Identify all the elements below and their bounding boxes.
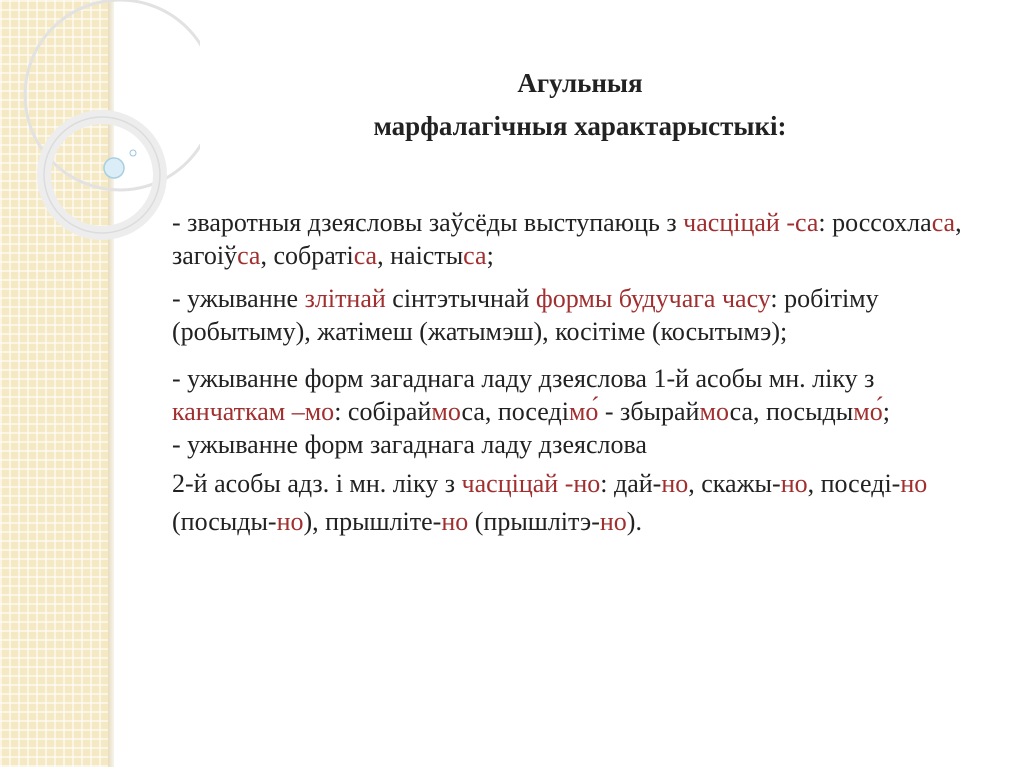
- text-segment: , собраті: [260, 241, 354, 270]
- highlighted-text: но: [276, 507, 304, 536]
- text-segment: , поседі-: [807, 469, 901, 498]
- paragraph: [172, 282, 982, 348]
- thick-ring-outline: [44, 117, 160, 233]
- text-segment: - ужыванне: [172, 284, 305, 313]
- highlighted-text: са: [237, 241, 261, 270]
- text-segment: : дай-: [600, 469, 662, 498]
- text-segment: - ужыванне форм загаднага ладу дзеяслова 1-й асобы мн. ліку з: [172, 364, 875, 393]
- text-segment: , скажы-: [688, 469, 781, 498]
- text-segment: (прышлітэ-: [468, 507, 600, 536]
- text-segment: ;: [486, 241, 494, 270]
- paragraph: [172, 206, 982, 272]
- text-segment: са, посыды: [729, 397, 854, 426]
- text-segment: : россохла: [818, 208, 932, 237]
- title-line-1: Агульныя: [517, 68, 643, 98]
- text-segment: : робітіму (робытыму), жатімеш (жатымэш), косітіме (косытымэ);: [172, 284, 879, 346]
- paragraph: [172, 428, 982, 461]
- highlighted-text: мо: [699, 397, 730, 426]
- highlighted-text: часціцай -са: [683, 208, 819, 237]
- decorative-circles: [0, 0, 200, 260]
- text-segment: : собірай: [334, 397, 432, 426]
- text-segment: - зваротныя дзеясловы заўсёды выступаюць з: [172, 208, 684, 237]
- paragraph: [172, 465, 982, 541]
- slide-title: [300, 62, 860, 148]
- text-segment: - збырай: [598, 397, 700, 426]
- highlighted-text: канчаткам –мо: [172, 397, 335, 426]
- text-segment: ), прышліте-: [303, 507, 442, 536]
- text-segment: ).: [626, 507, 642, 536]
- highlighted-text: злітнай: [304, 284, 386, 313]
- highlighted-text: мо́: [853, 397, 883, 426]
- highlighted-text: часціцай -но: [461, 469, 601, 498]
- highlighted-text: мо́: [568, 397, 599, 426]
- text-segment: , загоіў: [172, 208, 962, 270]
- highlighted-text: са: [931, 208, 956, 237]
- text-segment: , наісты: [377, 241, 464, 270]
- title-line-2: марфалагічныя характарыстыкі:: [373, 111, 787, 141]
- highlighted-text: мо: [431, 397, 462, 426]
- paragraph: [172, 362, 982, 428]
- highlighted-text: са: [353, 241, 378, 270]
- text-segment: (посыды-: [172, 507, 277, 536]
- highlighted-text: но: [441, 507, 469, 536]
- bubble-small: [130, 150, 136, 156]
- highlighted-text: но: [661, 469, 689, 498]
- text-segment: 2-й асобы адз. і мн. ліку з: [172, 469, 462, 498]
- text-segment: са, поседі: [461, 397, 569, 426]
- highlighted-text: но: [599, 507, 627, 536]
- text-segment: ;: [882, 397, 890, 426]
- bubble-large: [104, 158, 124, 178]
- highlighted-text: формы будучага часу: [535, 284, 771, 313]
- text-segment: - ужыванне форм загаднага ладу дзеяслова: [172, 430, 647, 459]
- highlighted-text: са: [463, 241, 487, 270]
- text-segment: сінтэтычнай: [385, 284, 536, 313]
- highlighted-text: но: [900, 469, 928, 498]
- highlighted-text: но: [780, 469, 808, 498]
- content-body: [172, 206, 982, 541]
